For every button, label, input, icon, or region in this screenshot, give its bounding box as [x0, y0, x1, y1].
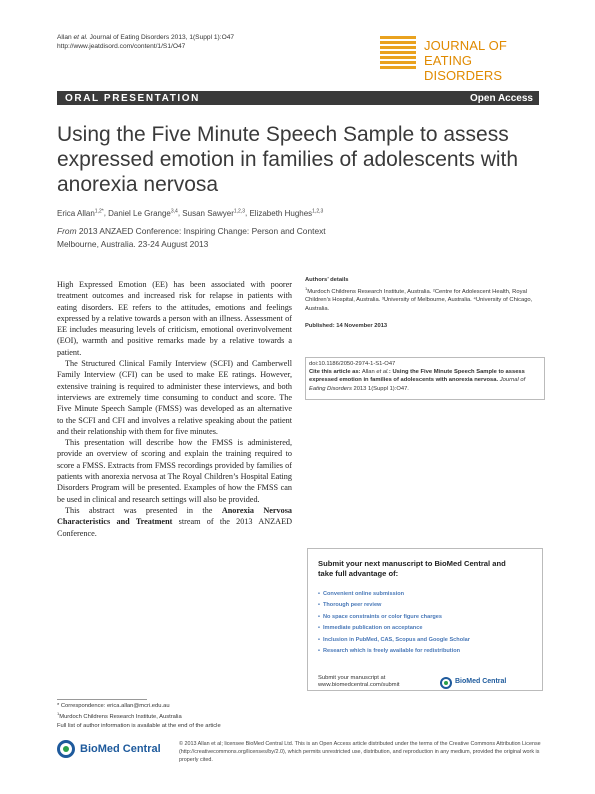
authors-details: Authors’ details $^1$Murdoch Childrens Research Institute, Australia. ²Centre for Adolescent Health, Royal Children’s Hospital, Australia. ³University of Melbourne, Australia. ⁴University of Chicago, Australia.: [305, 277, 533, 312]
promo-item[interactable]: • Inclusion in PubMed, CAS, Scopus and Google Scholar: [318, 636, 470, 643]
bullet-icon: •: [318, 602, 320, 609]
biomed-logo-icon: [57, 740, 75, 758]
citation-box: doi:10.1186/2050-2974-1-S1-O47 Cite this article as: Allan et al.: Using the Five Minute Speech Sample to assess expressed emotion in families of adolescents with anorexia nervosa. Journal of Eating Disorders 2013 1(Suppl 1):O47.: [305, 357, 545, 400]
published-date: Published: 14 November 2013: [305, 323, 388, 329]
promo-item[interactable]: • Convenient online submission: [318, 591, 405, 597]
submit-info: Submit your manuscript at www.biomedcentral.com/submit: [318, 675, 400, 689]
conference-info: From 2013 ANZAED Conference: Inspiring Change: Person and Context Melbourne, Australia. 23-24 August 2013: [57, 226, 326, 249]
author[interactable]: Erica Allan$^{1,2*}$: [57, 208, 104, 218]
paragraph: This abstract was presented in the Anorexia Nervosa Characteristics and Treatment stream of the 2013 ANZAED Conference.: [57, 505, 292, 538]
paragraph: The Structured Clinical Family Interview (SCFI) and Camberwell Family Interview (CFI) can be used to make EE ratings. However, extensive training is required to administer these interviews, and both interviews are extremely time consuming to conduct and score. The Five Minute Speech Sample (FMSS) was developed as an alternative to the SCFI and CFI and involves a relative speaking about the patient and their relationship with them for five minutes.: [57, 359, 292, 436]
doi[interactable]: doi:10.1186/2050-2974-1-S1-O47: [309, 361, 396, 367]
article-type: ORAL PRESENTATION: [65, 93, 200, 104]
bullet-icon: •: [318, 591, 320, 597]
footnote-divider: [57, 699, 147, 700]
journal-name: JOURNAL OF EATING DISORDERS: [424, 38, 507, 83]
promo-item[interactable]: • No space constraints or color figure charges: [318, 613, 443, 620]
biomed-central-footer-logo: BioMed Central: [57, 740, 177, 760]
bullet-icon: •: [318, 625, 320, 632]
running-header-citation: Allan et al. Journal of Eating Disorders 2013, 1(Suppl 1):O47 http://www.jeatdisord.com/content/1/S1/O47: [57, 34, 235, 50]
author[interactable]: Daniel Le Grange$^{3,4}$: [108, 208, 178, 218]
license-text: © 2013 Allan et al; licensee BioMed Central Ltd. This is an Open Access article distributed under the terms of the Creative Commons Attribution License (http://creativecommons.org/licenses/by/2.0), which permits unrestricted use, distribution, and reproduction in any medium, provided the original work is properly cited.: [179, 741, 541, 763]
author[interactable]: Elizabeth Hughes$^{1,2,3}$: [249, 208, 324, 218]
promo-item[interactable]: • Immediate publication on acceptance: [318, 625, 423, 632]
author-list: Erica Allan$^{1,2*}$, Daniel Le Grange$^{3,4}$, Susan Sawyer$^{1,2,3}$, Elizabeth Hughes$^{1,2,3}$: [57, 208, 324, 218]
promo-item[interactable]: • Thorough peer review: [318, 602, 382, 609]
paragraph: High Expressed Emotion (EE) has been associated with poorer treatment outcomes and increased risk for relapse in patients with eating disorders. EE refers to the attitudes, emotions and feelings expressed by a relative towards a person with an illness. Assessment of EE includes measuring levels of criticism, emotional overinvolvement (EOI), warmth and positive remarks made by a relative towards a patient.: [57, 280, 292, 357]
promo-list: [318, 589, 532, 657]
journal-logo: [380, 36, 550, 83]
bullet-icon: •: [318, 648, 320, 655]
promo-item[interactable]: • Research which is freely available for redistribution: [318, 648, 461, 655]
article-url[interactable]: http://www.jeatdisord.com/content/1/S1/O47: [57, 43, 186, 50]
article-title: Using the Five Minute Speech Sample to assess expressed emotion in families of adolescents with anorexia nervosa: [57, 123, 519, 196]
open-access-label: Open Access: [470, 93, 533, 104]
abstract-body: [57, 279, 292, 539]
correspondence[interactable]: * Correspondence: erica.allan@mcri.edu.au: [57, 703, 170, 709]
paragraph: This presentation will describe how the FMSS is administered, provide an overview of scoring and explain the training required to score a FMSS. Extracts from FMSS recordings provided by families of patients with anorexia nervosa at The Royal Children’s Hospital Eating Disorders Program will be presented. Examples of how the FMSS can be used in clinical and research settings will also be provided.: [57, 438, 292, 504]
promo-heading: Submit your next manuscript to BioMed Central and take full advantage of:: [318, 559, 506, 578]
biomed-central-logo: BioMed Central: [440, 677, 530, 691]
bullet-icon: •: [318, 636, 320, 643]
biomed-logo-icon: [440, 677, 452, 689]
author[interactable]: Susan Sawyer$^{1,2,3}$: [182, 208, 245, 218]
submit-link[interactable]: www.biomedcentral.com/submit: [318, 682, 400, 689]
article-type-banner: [57, 91, 539, 105]
footnotes: * Correspondence: erica.allan@mcri.edu.au $^1$Murdoch Childrens Research Institute, Australia Full list of author information is available at the end of the article: [57, 702, 297, 730]
bullet-icon: •: [318, 613, 320, 620]
journal-logo-icon: [380, 36, 416, 72]
biomed-promo-box: [307, 548, 543, 691]
